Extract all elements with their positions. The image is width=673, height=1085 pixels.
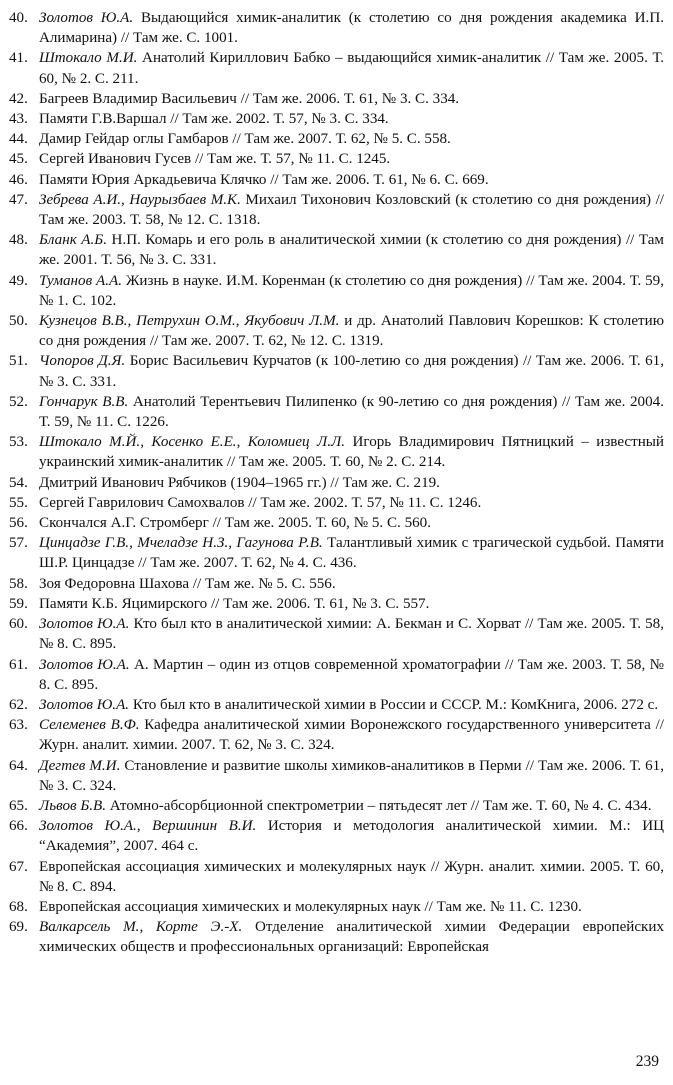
reference-author: Зебрева А.И., Наурызбаев М.К.: [39, 191, 241, 208]
reference-entry: [0, 897, 664, 917]
reference-text: А. Мартин – один из отцов современной хроматографии // Там же. 2003. Т. 58, № 8. С. 895.: [39, 656, 664, 693]
reference-number: 50.: [9, 313, 28, 330]
reference-entry: [0, 230, 664, 270]
reference-author: Цинцадзе Г.В., Мчеладзе Н.З., Гагунова Р.В.: [39, 535, 323, 552]
reference-entry: [0, 392, 664, 432]
reference-list: [0, 8, 664, 958]
reference-text: Скончался А.Г. Стромберг // Там же. 2005. Т. 60, № 5. С. 560.: [39, 515, 432, 532]
reference-text: Становление и развитие школы химиков-аналитиков в Перми // Там же. 2006. Т. 61, № 3. С. 324.: [39, 757, 665, 794]
reference-number: 64.: [9, 757, 28, 774]
reference-number: 42.: [9, 90, 28, 107]
reference-text: Зоя Федоровна Шахова // Там же. № 5. С. 556.: [39, 575, 336, 592]
reference-number: 44.: [9, 131, 28, 148]
reference-text: Памяти Г.В.Варшал // Там же. 2002. Т. 57, № 3. С. 334.: [39, 111, 389, 128]
reference-text: Европейская ассоциация химических и молекулярных наук // Журн. аналит. химии. 2005. Т. 60, № 8. С. 894.: [39, 858, 664, 895]
reference-text: Дамир Гейдар оглы Гамбаров // Там же. 2007. Т. 62, № 5. С. 558.: [39, 131, 451, 148]
reference-number: 62.: [9, 696, 28, 713]
reference-number: 52.: [9, 393, 28, 410]
reference-entry: [0, 655, 664, 695]
reference-number: 57.: [9, 535, 28, 552]
reference-author: Золотов Ю.А.: [39, 656, 130, 673]
reference-number: 41.: [9, 50, 28, 67]
reference-entry: [0, 917, 664, 957]
reference-text: Выдающийся химик-аналитик (к столетию со дня рождения академика И.П. Алимарина) // Там же. С. 1001.: [39, 10, 664, 47]
reference-author: Золотов Ю.А.: [39, 616, 130, 633]
reference-number: 46.: [9, 171, 28, 188]
reference-text: Анатолий Кириллович Бабко – выдающийся химик-аналитик // Там же. 2005. Т. 60, № 2. С. 211.: [39, 50, 664, 87]
reference-entry: [0, 816, 664, 856]
reference-number: 40.: [9, 10, 28, 26]
reference-text: Борис Васильевич Курчатов (к 100-летию со дня рождения) // Там же. 2006. Т. 61, № 3. С. 331.: [39, 353, 664, 390]
reference-author: Штокало М.Й., Косенко Е.Е., Коломиец Л.Л.: [39, 434, 346, 451]
reference-author: Туманов А.А.: [39, 272, 122, 289]
reference-author: Золотов Ю.А.: [39, 10, 134, 26]
reference-number: 66.: [9, 818, 28, 835]
reference-number: 48.: [9, 232, 28, 249]
reference-number: 60.: [9, 616, 28, 633]
reference-text: История и методология аналитической химии. М.: ИЦ “Академия”, 2007. 464 с.: [39, 818, 665, 855]
reference-text: Кто был кто в аналитической химии в России и СССР. М.: КомКнига, 2006. 272 с.: [129, 696, 659, 713]
reference-text: Михаил Тихонович Козловский (к столетию со дня рождения) // Там же. 2003. Т. 58, № 12. С. 1318.: [39, 191, 664, 229]
reference-entry: [0, 614, 664, 654]
reference-entry: [0, 129, 664, 149]
reference-entry: [0, 89, 664, 109]
reference-entry: [0, 513, 664, 533]
reference-text: Анатолий Терентьевич Пилипенко (к 90-летию со дня рождения) // Там же. 2004. Т. 59, № 11. С. 1226.: [39, 393, 664, 431]
reference-entry: [0, 149, 664, 169]
reference-text: Игорь Владимирович Пятницкий – известный украинский химик-аналитик // Там же. 2005. Т. 60, № 2. С. 214.: [39, 434, 664, 471]
reference-author: Гончарук В.В.: [39, 393, 129, 410]
reference-number: 51.: [9, 353, 28, 370]
reference-text: и др. Анатолий Павлович Корешков: К столетию со дня рождения // Там же. 2007. Т. 62, № 12. С. 1319.: [39, 313, 664, 350]
reference-entry: [0, 170, 664, 190]
reference-text: Памяти К.Б. Яцимирского // Там же. 2006. Т. 61, № 3. С. 557.: [39, 595, 430, 612]
reference-number: 54.: [9, 474, 28, 491]
reference-text: Дмитрий Иванович Рябчиков (1904–1965 гг.) // Там же. С. 219.: [39, 474, 440, 491]
reference-number: 68.: [9, 898, 28, 915]
reference-entry: [0, 796, 664, 816]
reference-number: 63.: [9, 717, 28, 734]
reference-text: Сергей Гаврилович Самохвалов // Там же. 2002. Т. 57, № 11. С. 1246.: [39, 494, 482, 511]
reference-author: Валкарсель М., Корте Э.-Х.: [39, 919, 243, 936]
reference-author: Львов Б.В.: [39, 797, 106, 814]
reference-entry: [0, 715, 664, 755]
reference-text: Отделение аналитической химии Федерации европейских химических обществ и профессиональных организаций: Европейская: [39, 919, 665, 956]
reference-entry: [0, 351, 664, 391]
reference-entry: [0, 594, 664, 614]
reference-number: 56.: [9, 515, 28, 532]
reference-number: 43.: [9, 111, 28, 128]
reference-entry: [0, 756, 664, 796]
reference-author: Дегтев М.И.: [39, 757, 121, 774]
reference-entry: [0, 493, 664, 513]
reference-text: Жизнь в науке. И.М. Коренман (к столетию со дня рождения) // Там же. 2004. Т. 59, № 1. С. 102.: [39, 272, 664, 309]
reference-author: Селеменев В.Ф.: [39, 717, 140, 734]
reference-author: Кузнецов В.В., Петрухин О.М., Якубович Л.М.: [39, 313, 340, 330]
reference-text: Атомно-абсорбционной спектрометрии – пятьдесят лет // Там же. Т. 60, № 4. С. 434.: [106, 797, 652, 814]
reference-entry: [0, 190, 664, 230]
reference-text: Талантливый химик с трагической судьбой. Памяти Ш.Р. Цинцадзе // Там же. 2007. Т. 62, № 4. С. 436.: [39, 535, 664, 572]
reference-number: 58.: [9, 575, 28, 592]
reference-number: 49.: [9, 272, 28, 289]
reference-author: Бланк А.Б.: [39, 232, 107, 249]
reference-entry: [0, 271, 664, 311]
page-number: 239: [635, 1053, 659, 1070]
reference-entry: [0, 574, 664, 594]
reference-number: 47.: [9, 191, 28, 208]
reference-author: Золотов Ю.А., Вершинин В.И.: [39, 818, 257, 835]
reference-number: 65.: [9, 797, 28, 814]
reference-text: Н.П. Комарь и его роль в аналитической химии (к столетию со дня рождения) // Там же. 2001. Т. 56, № 3. С. 331.: [39, 232, 664, 269]
reference-number: 69.: [9, 919, 28, 936]
reference-entry: [0, 432, 664, 472]
reference-number: 45.: [9, 151, 28, 168]
reference-text: Кто был кто в аналитической химии: А. Бекман и С. Хорват // Там же. 2005. Т. 58, № 8. С. 895.: [39, 616, 664, 653]
reference-text: Багреев Владимир Васильевич // Там же. 2006. Т. 61, № 3. С. 334.: [39, 90, 460, 107]
reference-number: 55.: [9, 494, 28, 511]
reference-number: 59.: [9, 595, 28, 612]
reference-entry: [0, 311, 664, 351]
reference-entry: [0, 533, 664, 573]
reference-entry: [0, 473, 664, 493]
reference-entry: [0, 109, 664, 129]
reference-number: 61.: [9, 656, 28, 673]
reference-author: Золотов Ю.А.: [39, 696, 130, 713]
reference-author: Штокало М.И.: [39, 50, 138, 67]
reference-text: Европейская ассоциация химических и молекулярных наук // Там же. № 11. С. 1230.: [39, 898, 582, 915]
reference-text: Кафедра аналитической химии Воронежского государственного университета // Журн. аналит. химии. 2007. Т. 62, № 3. С. 324.: [39, 717, 664, 754]
reference-entry: [0, 857, 664, 897]
reference-entry: [0, 8, 664, 48]
reference-number: 53.: [9, 434, 28, 451]
reference-text: Сергей Иванович Гусев // Там же. Т. 57, № 11. С. 1245.: [39, 151, 391, 168]
reference-author: Чопоров Д.Я.: [39, 353, 126, 370]
reference-entry: [0, 695, 664, 715]
reference-text: Памяти Юрия Аркадьевича Клячко // Там же. 2006. Т. 61, № 6. С. 669.: [39, 171, 489, 188]
reference-entry: [0, 48, 664, 88]
reference-number: 67.: [9, 858, 28, 875]
